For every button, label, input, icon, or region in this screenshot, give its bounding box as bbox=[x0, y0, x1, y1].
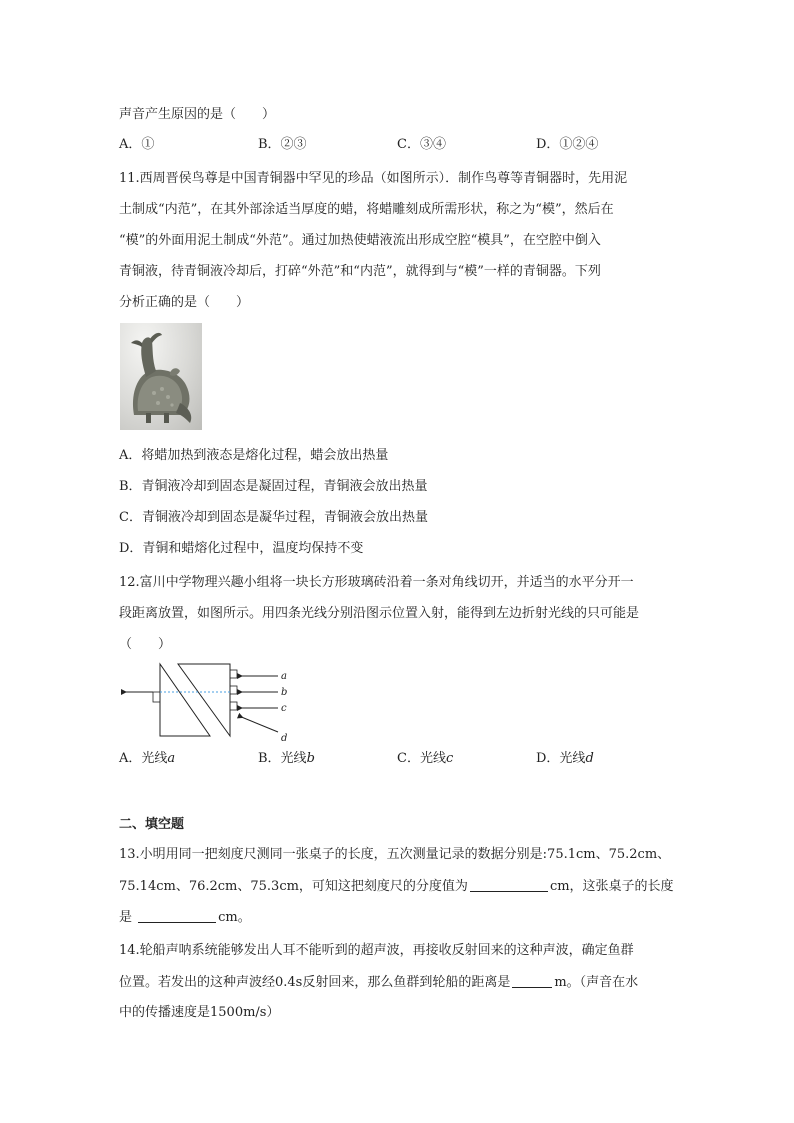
q11-option-b: B．青铜液冷却到固态是凝固过程，青铜液会放出热量 bbox=[119, 479, 428, 494]
ray-d bbox=[239, 716, 278, 732]
q10-option-d: D．①②④ bbox=[536, 137, 599, 152]
q14-line-3: 中的传播速度是1500m/s） bbox=[119, 1005, 280, 1020]
q10-option-c: C．③④ bbox=[397, 137, 446, 152]
section-title-fill-in-blank: 二、填空题 bbox=[119, 817, 185, 832]
q12-option-c: C．光线c bbox=[397, 751, 454, 766]
q10-option-a: A．① bbox=[119, 137, 155, 152]
ray-label-c: c bbox=[281, 703, 287, 714]
q11-stem-line-5: 分析正确的是（ ） bbox=[119, 295, 250, 310]
q11-option-a: A．将蜡加热到液态是熔化过程，蜡会放出热量 bbox=[119, 448, 389, 463]
q13-blank-division[interactable] bbox=[470, 879, 548, 892]
q12-stem-line-1: 12.富川中学物理兴趣小组将一块长方形玻璃砖沿着一条对角线切开，并适当的水平分开一 bbox=[119, 575, 634, 590]
q13-blank-length[interactable] bbox=[138, 910, 216, 923]
q10-stem-tail: 声音产生原因的是（ ） bbox=[119, 107, 276, 122]
q12-option-a: A．光线a bbox=[119, 751, 176, 766]
q12-stem-line-3: （ ） bbox=[119, 637, 172, 652]
q14-blank-distance[interactable] bbox=[512, 975, 552, 988]
q11-option-c: C．青铜液冷却到固态是凝华过程，青铜液会放出热量 bbox=[119, 510, 428, 525]
q11-stem-line-3: “模”的外面用泥土制成“外范”。通过加热使蜡液流出形成空腔“模具”，在空腔中倒入 bbox=[119, 233, 601, 248]
q12-option-b: B．光线b bbox=[258, 751, 315, 766]
q13-line-2: 75.14cm、76.2cm、75.3cm，可知这把刻度尺的分度值为 cm，这张桌子的长度 bbox=[119, 879, 674, 894]
q10-option-b: B．②③ bbox=[258, 137, 307, 152]
ray-label-d: d bbox=[281, 733, 288, 744]
glass-prism-diagram bbox=[118, 662, 298, 744]
ray-label-a: a bbox=[281, 671, 287, 682]
q13-line-1: 13.小明用同一把刻度尺测同一张桌子的长度，五次测量记录的数据分别是:75.1cm、75.2cm、 bbox=[119, 847, 671, 862]
q14-line-1: 14.轮船声呐系统能够发出人耳不能听到的超声波，再接收反射回来的这种声波，确定鱼群 bbox=[119, 943, 634, 958]
ray-label-b: b bbox=[281, 687, 288, 698]
q12-stem-line-2: 段距离放置，如图所示。用四条光线分别沿图示位置入射，能得到左边折射光线的只可能是 bbox=[119, 606, 640, 621]
q13-line-3: 是 cm。 bbox=[119, 910, 251, 925]
bird-zun-illustration bbox=[120, 323, 202, 430]
q11-stem-line-1: 11.西周晋侯鸟尊是中国青铜器中罕见的珍品（如图所示）．制作鸟尊等青铜器时，先用泥 bbox=[119, 171, 628, 186]
bird-zun-bronze-photo bbox=[120, 323, 202, 430]
q14-line-2: 位置。若发出的这种声波经0.4s反射回来，那么鱼群到轮船的距离是 m。（声音在水 bbox=[119, 975, 639, 990]
q11-stem-line-4: 青铜液，待青铜液冷却后，打碎“外范”和“内范”，就得到与“模”一样的青铜器。下列 bbox=[119, 264, 601, 279]
q11-option-d: D．青铜和蜡熔化过程中，温度均保持不变 bbox=[119, 541, 364, 556]
q12-option-d: D．光线d bbox=[536, 751, 594, 766]
q11-stem-line-2: 土制成“内范”，在其外部涂适当厚度的蜡，将蜡雕刻成所需形状，称之为“模”，然后在 bbox=[119, 202, 614, 217]
